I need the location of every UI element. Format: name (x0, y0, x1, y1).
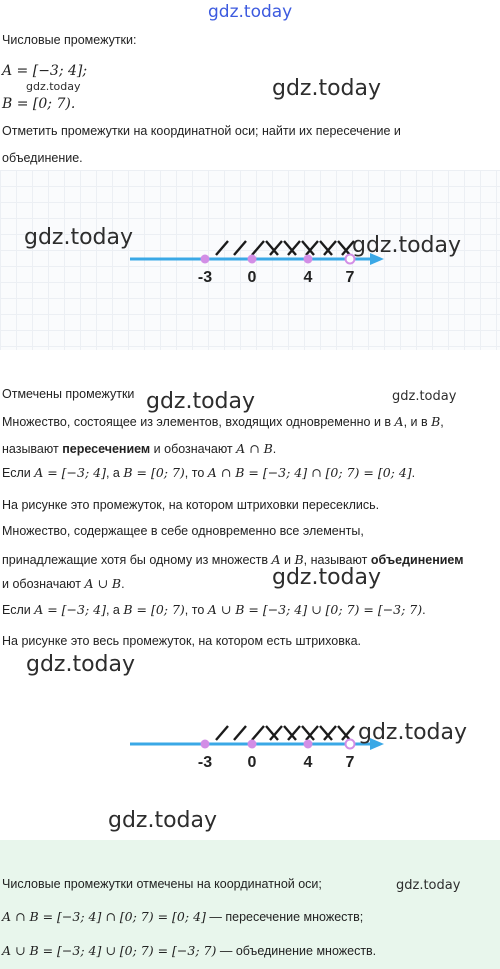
watermark-small-3: gdz.today (396, 878, 461, 893)
math: B (294, 552, 304, 567)
watermark-big-1: gdz.today (272, 76, 382, 101)
watermark-big-5: gdz.today (108, 808, 218, 833)
watermark-fig1-left: gdz.today (24, 225, 134, 250)
text: Множество, состоящее из элементов, входящих одновременно и в (2, 415, 395, 429)
number-line-svg-1 (0, 170, 500, 350)
answer-heading: Числовые промежутки отмечены на координатной оси; (2, 877, 322, 891)
solution-line-1: Отмечены промежутки (2, 387, 135, 401)
text: , то (184, 603, 208, 617)
answer-intersection (2, 909, 363, 924)
closed-point (248, 255, 257, 264)
math: A ∪ B = [−3; 4] ∪ [0; 7) = [−3; 7) (2, 943, 217, 958)
watermark-big-2: gdz.today (146, 389, 256, 414)
tick-label: 4 (303, 754, 313, 771)
watermark-small-1: gdz.today (26, 80, 81, 93)
solution-line-10: На рисунке это весь промежуток, на котором есть штриховка. (2, 634, 361, 648)
watermark-big-3: gdz.today (272, 565, 382, 590)
text: , а (105, 466, 124, 480)
text: называют (2, 442, 63, 456)
watermark-small-2: gdz.today (392, 389, 457, 404)
tick-label: 7 (345, 269, 355, 286)
math: A (271, 552, 281, 567)
answer-block (0, 840, 500, 969)
problem-heading: Числовые промежутки: (2, 33, 137, 47)
hatch-stroke-a (252, 726, 264, 740)
text: — объединение множеств. (216, 944, 377, 958)
text: . (121, 577, 125, 591)
tick-label: -3 (197, 754, 213, 771)
text: . (411, 466, 416, 480)
solution-line-2 (2, 414, 444, 429)
text: и обозначают (2, 577, 85, 591)
closed-point (304, 255, 313, 264)
text: , (440, 415, 444, 429)
hatch-stroke-a (216, 726, 228, 740)
math: A ∪ B = [−3; 4] ∪ [0; 7) = [−3; 7) (207, 602, 423, 617)
text: принадлежащие хотя бы одному из множеств (2, 553, 272, 567)
term-union: объединением (370, 553, 464, 567)
number-line-svg-2 (0, 682, 500, 840)
task-line-1: Отметить промежутки на координатной оси; найти их пересечение и (2, 124, 401, 138)
set-b: B = [0; 7). (2, 96, 76, 112)
text: — пересечение множеств; (205, 910, 364, 924)
math: A (394, 414, 404, 429)
solution-line-6: Множество, содержащее в себе одновременно все элементы, (2, 524, 364, 538)
text: , и в (403, 415, 432, 429)
watermark-fig2-right: gdz.today (358, 720, 468, 745)
math: A ∩ B = [−3; 4] ∩ [0; 7) = [0; 4] (207, 465, 412, 480)
text: , а (105, 603, 124, 617)
text: . (272, 442, 277, 456)
tick-label: 4 (303, 269, 313, 286)
set-a: A = [−3; 4]; (2, 63, 88, 79)
solution-line-4 (2, 465, 415, 480)
text: Если (2, 466, 35, 480)
closed-point (304, 740, 313, 749)
answer-union (2, 943, 376, 958)
math: A ∪ B (84, 576, 122, 591)
tick-label: -3 (197, 269, 213, 286)
solution-line-7 (2, 552, 463, 567)
math: A = [−3; 4] (34, 602, 106, 617)
solution-line-3 (2, 441, 276, 456)
closed-point (201, 740, 210, 749)
closed-point (201, 255, 210, 264)
number-line-figure-1 (0, 170, 500, 350)
solution-line-5: На рисунке это промежуток, на котором штриховки пересеклись. (2, 498, 380, 512)
hatch-stroke-a (252, 241, 264, 255)
watermark-top: gdz.today (208, 2, 293, 22)
watermark-big-4: gdz.today (26, 652, 136, 677)
math: B (431, 414, 441, 429)
solution-line-8 (2, 576, 125, 591)
hatch-stroke-a (234, 726, 246, 740)
math: B = [0; 7) (123, 465, 185, 480)
closed-point (248, 740, 257, 749)
math: B = [0; 7) (123, 602, 185, 617)
math: A ∩ B = [−3; 4] ∩ [0; 7) = [0; 4] (2, 909, 206, 924)
task-line-2: объединение. (2, 151, 83, 165)
watermark-fig1-right: gdz.today (352, 233, 462, 258)
solution-line-9 (2, 602, 426, 617)
hatch-stroke-a (216, 241, 228, 255)
tick-label: 0 (247, 754, 257, 771)
text: , называют (303, 553, 371, 567)
text: и (280, 553, 295, 567)
number-line-figure-2 (0, 682, 500, 840)
tick-label: 0 (247, 269, 257, 286)
hatch-stroke-a (234, 241, 246, 255)
text: , то (184, 466, 208, 480)
math: A = [−3; 4] (34, 465, 106, 480)
text: . (422, 603, 426, 617)
text: Если (2, 603, 35, 617)
math: A ∩ B (236, 441, 273, 456)
tick-label: 7 (345, 754, 355, 771)
text: и обозначают (150, 442, 237, 456)
open-point (346, 740, 355, 749)
term-intersection: пересечением (62, 442, 151, 456)
